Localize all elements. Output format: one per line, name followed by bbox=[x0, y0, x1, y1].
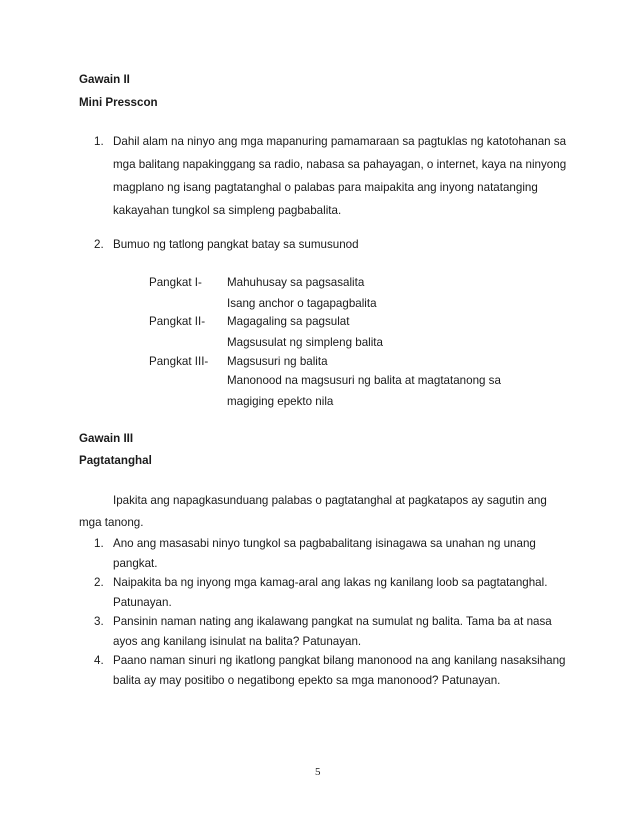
group-line: Magsusulat ng simpleng balita bbox=[227, 336, 383, 349]
list-item-line: Dahil alam na ninyo ang mga mapanuring pamamaraan sa pagtuklas ng katotohanan sa bbox=[113, 135, 567, 148]
list-item-line: Pansinin naman nating ang ikalawang pangkat na sumulat ng balita. Tama ba at nasa bbox=[113, 615, 552, 628]
list-item-line: Patunayan. bbox=[113, 596, 172, 609]
group-label: Pangkat II- bbox=[149, 315, 206, 328]
page-number: 5 bbox=[315, 766, 321, 778]
gawain-2-heading: Gawain II bbox=[79, 73, 130, 86]
gawain-3-heading: Gawain III bbox=[79, 432, 134, 445]
gawain-3-subheading: Pagtatanghal bbox=[79, 454, 152, 467]
list-item-number: 4. bbox=[94, 654, 104, 667]
gawain-2-subheading: Mini Presscon bbox=[79, 96, 158, 109]
list-item-line: Paano naman sinuri ng ikatlong pangkat bilang manonood na ang kanilang nasaksihang bbox=[113, 654, 566, 667]
list-item-line: Bumuo ng tatlong pangkat batay sa sumusunod bbox=[113, 238, 359, 251]
list-item-line: pangkat. bbox=[113, 557, 158, 570]
list-item-number: 2. bbox=[94, 238, 104, 251]
list-item-line: balita ay may positibo o negatibong epekto sa mga manonood? Patunayan. bbox=[113, 674, 501, 687]
intro-line: Ipakita ang napagkasunduang palabas o pagtatanghal at pagkatapos ay sagutin ang bbox=[113, 494, 547, 507]
group-line: Magsusuri ng balita bbox=[227, 355, 328, 368]
list-item-line: mga balitang napakinggang sa radio, nabasa sa pahayagan, o internet, kaya na ninyong bbox=[113, 158, 567, 171]
list-item-line: Naipakita ba ng inyong mga kamag-aral ang lakas ng kanilang loob sa pagtatanghal. bbox=[113, 576, 548, 589]
list-item-number: 3. bbox=[94, 615, 104, 628]
list-item-line: kakayahan tungkol sa simpleng pagbabalita. bbox=[113, 204, 342, 217]
group-label: Pangkat III- bbox=[149, 355, 209, 368]
list-item-line: ayos ang kanilang isinulat na balita? Patunayan. bbox=[113, 635, 362, 648]
list-item-number: 1. bbox=[94, 135, 104, 148]
list-item-line: Ano ang masasabi ninyo tungkol sa pagbabalitang isinagawa sa unahan ng unang bbox=[113, 537, 536, 550]
list-item-number: 1. bbox=[94, 537, 104, 550]
group-line: magiging epekto nila bbox=[227, 395, 334, 408]
group-line: Isang anchor o tagapagbalita bbox=[227, 297, 377, 310]
group-line: Mahuhusay sa pagsasalita bbox=[227, 276, 365, 289]
intro-line: mga tanong. bbox=[79, 516, 144, 529]
group-line: Manonood na magsusuri ng balita at magtatanong sa bbox=[227, 374, 501, 387]
list-item-line: magplano ng isang pagtatanghal o palabas para maipakita ang inyong natatanging bbox=[113, 181, 538, 194]
group-label: Pangkat I- bbox=[149, 276, 202, 289]
group-line: Magagaling sa pagsulat bbox=[227, 315, 350, 328]
list-item-number: 2. bbox=[94, 576, 104, 589]
